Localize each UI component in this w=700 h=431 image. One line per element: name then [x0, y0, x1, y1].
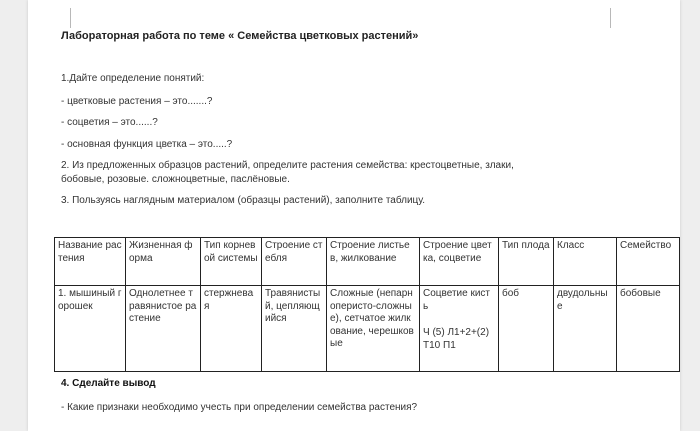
page-corner-mark-right [610, 8, 621, 28]
cell-fruit: боб [499, 286, 554, 372]
header-cell: Строение листьев, жилкование [327, 238, 420, 286]
header-cell: Строение стебля [262, 238, 327, 286]
header-cell: Тип корневой системы [201, 238, 262, 286]
header-cell: Семейство [617, 238, 680, 286]
task2-line-2: бобовые, розовые. сложноцветные, паслёновые. [61, 174, 290, 185]
page-corner-mark-left [60, 8, 71, 28]
table-header-row [55, 238, 680, 286]
cell-leaves: Сложные (непарноперисто-сложные), сетчатое жилкование, черешковые [327, 286, 420, 372]
cell-class: двудольные [554, 286, 617, 372]
header-cell: Строение цветка, соцветие [420, 238, 499, 286]
document-title: Лабораторная работа по теме « Семейства цветковых растений» [61, 30, 419, 42]
task4-heading: 4. Сделайте вывод [61, 378, 156, 389]
flower-inflorescence: Соцветие кисть [423, 288, 490, 312]
header-cell: Название растения [55, 238, 126, 286]
flower-formula: Ч (5) Л1+2+(2) Т10 П1 [423, 327, 490, 351]
table-row [55, 286, 680, 372]
cell-family: бобовые [617, 286, 680, 372]
task1-item-1: - цветковые растения – это.......? [61, 96, 213, 107]
task1-item-2: - соцветия – это......? [61, 117, 158, 128]
cell-root-system: стержневая [201, 286, 262, 372]
task1-heading: 1.Дайте определение понятий: [61, 73, 205, 84]
task1-item-3: - основная функция цветка – это.....? [61, 139, 233, 150]
header-cell: Жизненная форма [126, 238, 201, 286]
cell-stem: Травянистый, цепляющийся [262, 286, 327, 372]
header-cell: Класс [554, 238, 617, 286]
cell-flower [420, 286, 499, 372]
header-cell: Тип плода [499, 238, 554, 286]
cell-life-form: Однолетнее травянистое растение [126, 286, 201, 372]
task2-line-1: 2. Из предложенных образцов растений, определите растения семейства: крестоцветные, злаки, [61, 160, 514, 171]
document-page [28, 0, 680, 431]
task3-text: 3. Пользуясь наглядным материалом (образцы растений), заполните таблицу. [61, 195, 426, 206]
cell-plant-name: 1. мышиный горошек [55, 286, 126, 372]
task4-question: - Какие признаки необходимо учесть при определении семейства растения? [61, 402, 418, 413]
plant-table [54, 237, 680, 372]
